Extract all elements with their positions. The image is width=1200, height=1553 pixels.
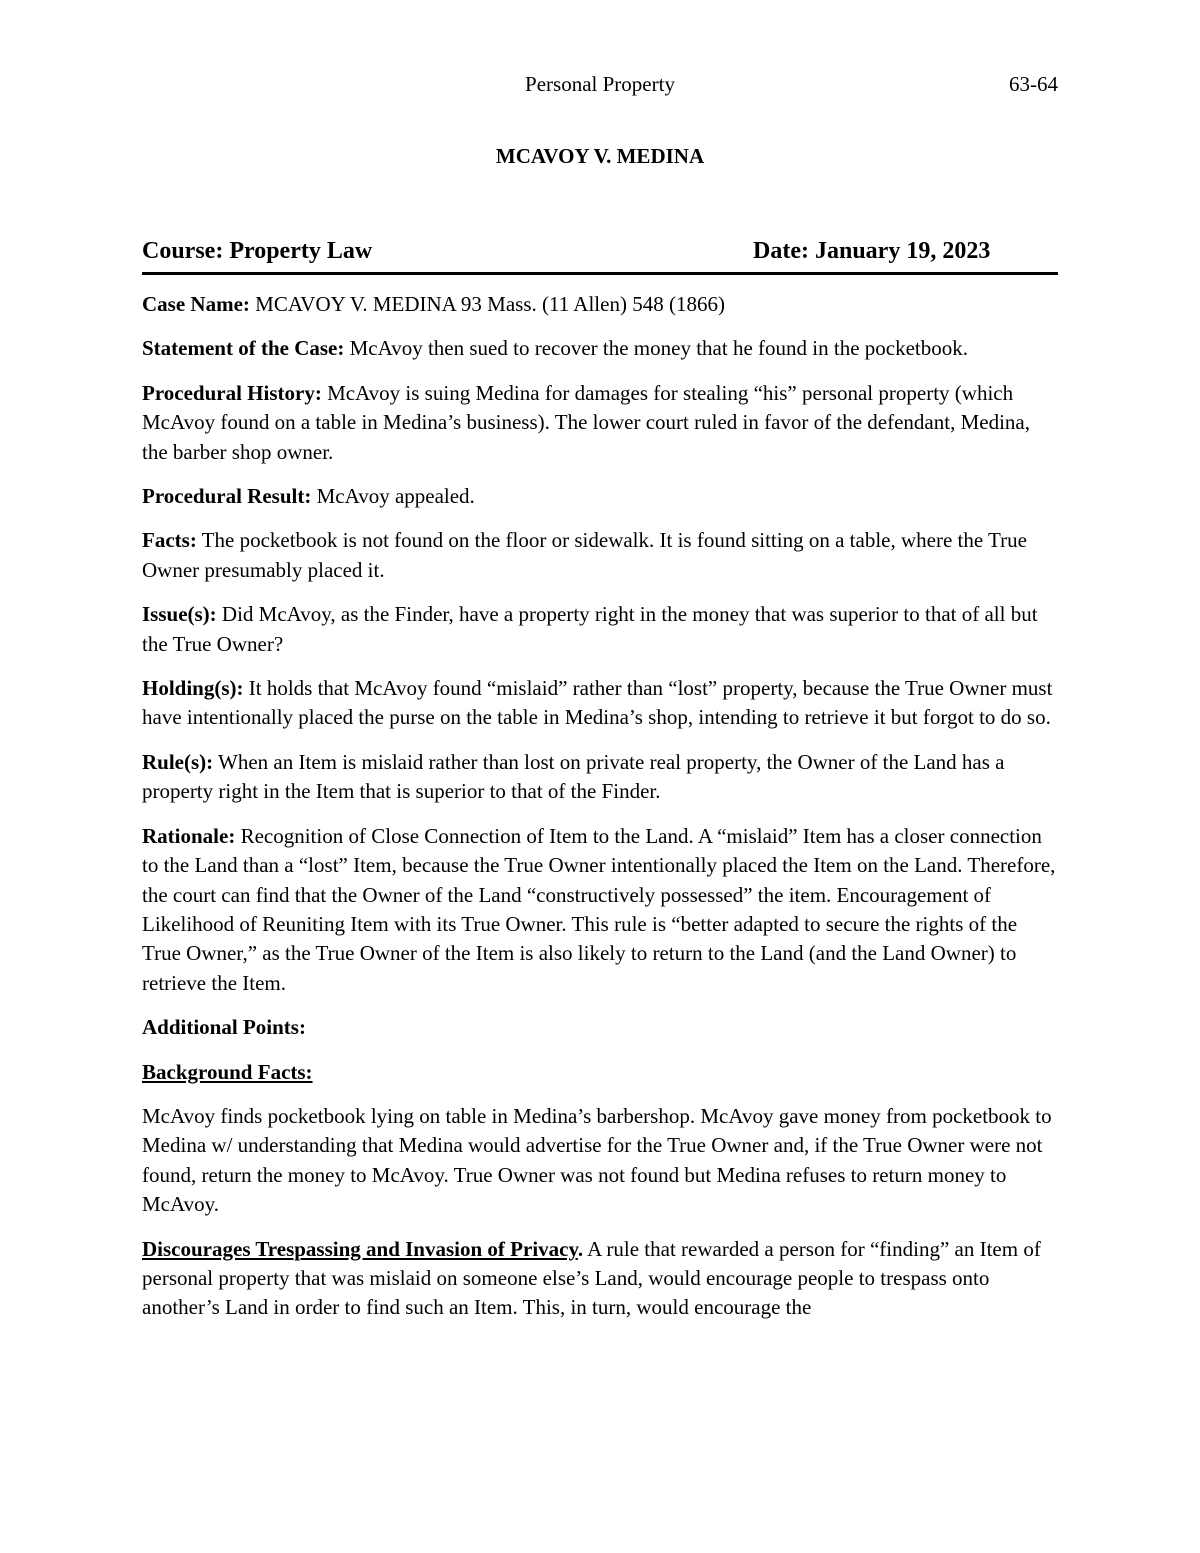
holdings-text: It holds that McAvoy found “mislaid” rather than “lost” property, because the True Owner must have intentionally placed the purse on the table in Medina’s shop, intending to retrieve it but forgot to do so. xyxy=(142,676,1053,730)
background-facts-paragraph xyxy=(142,1102,1058,1220)
procedural-result-paragraph xyxy=(142,482,1058,511)
rationale-label: Rationale: xyxy=(142,823,236,848)
issues-label: Issue(s): xyxy=(142,602,217,627)
procedural-history-text: McAvoy is suing Medina for damages for stealing “his” personal property (which McAvoy found on a table in Medina’s business). The lower court ruled in favor of the defendant, Medina, the barber shop owner. xyxy=(142,380,1030,464)
rules-text: When an Item is mislaid rather than lost on private real property, the Owner of the Land has a property right in the Item that is superior to that of the Finder. xyxy=(142,749,1005,804)
discourages-text: A rule that rewarded a person for “finding” an Item of personal property that was mislaid on someone else’s Land, would encourage people to trespass onto another’s Land in order to find such an Item. This, in turn, would encourage the xyxy=(142,1236,1041,1320)
brief-body xyxy=(142,290,1058,1338)
discourages-label: Discourages Trespassing and Invasion of Privacy xyxy=(142,1236,578,1261)
discourages-period: . xyxy=(577,1236,584,1261)
additional-points-heading xyxy=(142,1013,1058,1042)
rationale-paragraph xyxy=(142,822,1058,998)
procedural-result-label: Procedural Result: xyxy=(142,484,312,509)
facts-paragraph xyxy=(142,526,1058,585)
issues-text: Did McAvoy, as the Finder, have a property right in the money that was superior to that of all but the True Owner? xyxy=(142,602,1038,656)
rules-label: Rule(s): xyxy=(142,749,214,774)
case-title: MCAVOY V. MEDINA xyxy=(495,144,705,168)
case-name-text: MCAVOY V. MEDINA 93 Mass. (11 Allen) 548 (1866) xyxy=(249,292,725,316)
course-label: Course: Property Law xyxy=(142,238,373,264)
statement-label: Statement of the Case: xyxy=(142,336,345,361)
issues-paragraph xyxy=(142,600,1058,659)
rationale-text: Recognition of Close Connection of Item to the Land. A “mislaid” Item has a closer connection to the Land than a “lost” Item, because the True Owner intentionally placed the Item on the Land. Therefore, the court can find that the Owner of the Land “constructively possessed” the item. Encouragement of Likelihood of Reuniting Item with its True Owner. This rule is “better adapted to secure the rights of the True Owner,” as the True Owner of the Item is also likely to return to the Land (and the Land Owner) to retrieve the Item. xyxy=(142,823,1056,995)
procedural-history-paragraph xyxy=(142,379,1058,467)
holdings-paragraph xyxy=(142,674,1058,733)
procedural-history-label: Procedural History: xyxy=(142,380,322,405)
date-label: Date: January 19, 2023 xyxy=(753,238,991,264)
course-date-row xyxy=(142,238,1058,275)
running-header xyxy=(142,72,1058,102)
discourages-paragraph xyxy=(142,1235,1058,1323)
procedural-result-text: McAvoy appealed. xyxy=(311,484,475,509)
holdings-label: Holding(s): xyxy=(142,676,244,701)
page-range: 63-64 xyxy=(1009,72,1058,96)
running-title: Personal Property xyxy=(525,72,675,96)
background-facts-text: McAvoy finds pocketbook lying on table in Medina’s barbershop. McAvoy gave money from pocketbook to Medina w/ understanding that Medina would advertise for the True Owner and, if the True Owner were not found, return the money to McAvoy. True Owner was not found but Medina refuses to return money to McAvoy. xyxy=(142,1103,1052,1217)
statement-paragraph xyxy=(142,334,1058,363)
rules-paragraph xyxy=(142,748,1058,807)
background-facts-heading xyxy=(142,1058,1058,1087)
case-name-paragraph xyxy=(142,290,1058,319)
additional-points-label: Additional Points: xyxy=(142,1015,306,1040)
facts-label: Facts: xyxy=(142,528,197,553)
statement-text: McAvoy then sued to recover the money that he found in the pocketbook. xyxy=(344,336,968,361)
case-name-label: Case Name: xyxy=(142,292,250,316)
background-facts-label: Background Facts: xyxy=(142,1059,313,1084)
facts-text: The pocketbook is not found on the floor or sidewalk. It is found sitting on a table, where the True Owner presumably placed it. xyxy=(142,528,1027,582)
